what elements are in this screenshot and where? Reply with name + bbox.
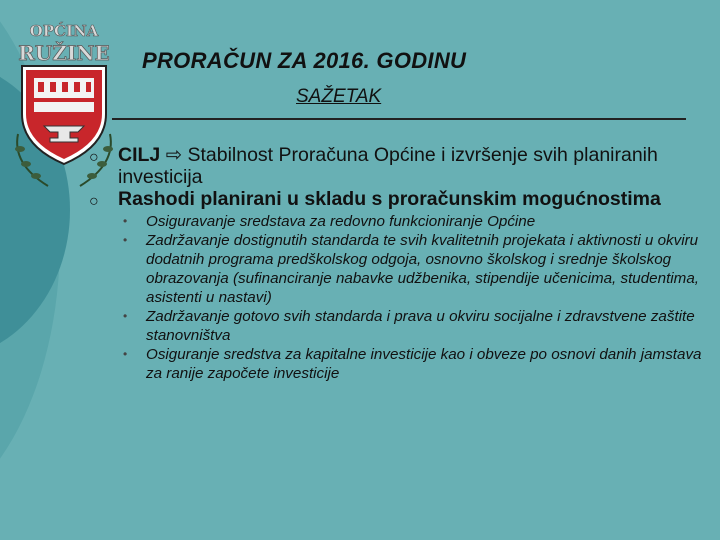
dot-bullet-icon: • bbox=[123, 233, 128, 247]
main-bullet-list bbox=[86, 144, 706, 383]
right-arrow-icon: ⇨ bbox=[165, 144, 183, 166]
crest-top-text: OPĆINA bbox=[29, 22, 99, 40]
sub-bullet bbox=[123, 212, 706, 231]
sub-bullet-text: Osiguravanje sredstava za redovno funkcioniranje Općine bbox=[146, 213, 536, 230]
circle-bullet-icon: ○ bbox=[89, 149, 99, 166]
circle-bullet-icon: ○ bbox=[89, 193, 99, 210]
slide-subtitle: SAŽETAK bbox=[296, 86, 382, 107]
crest-name-text: RUŽINE bbox=[18, 41, 110, 65]
sub-bullet bbox=[123, 231, 706, 307]
dot-bullet-icon: • bbox=[123, 347, 128, 361]
dot-bullet-icon: • bbox=[123, 214, 128, 228]
expenditure-bullet bbox=[86, 188, 706, 210]
goal-prefix: CILJ bbox=[118, 144, 161, 166]
goal-bullet bbox=[86, 144, 706, 188]
goal-text: Stabilnost Proračuna Općine i izvršenje svih planiranih investicija bbox=[118, 144, 658, 188]
title-divider bbox=[112, 118, 686, 120]
dot-bullet-icon: • bbox=[123, 309, 128, 323]
sub-bullet-text: Zadržavanje dostignutih standarda te svih kvalitetnih projekata i aktivnosti u okviru dodatnih programa predškolskog odgoja, osnovno školskog i srednje školskog obrazovanja (sufinanciranje nabavke udžbenika, stipendije učenicima, studentima, asistenti u nastavi) bbox=[146, 232, 699, 306]
sub-bullet bbox=[123, 307, 706, 345]
sub-bullet bbox=[123, 345, 706, 383]
sub-bullet-text: Osiguranje sredstva za kapitalne investicije kao i obveze po osnovi danih jamstava za ranije započete investicije bbox=[146, 346, 702, 382]
slide-title: PRORAČUN ZA 2016. GODINU bbox=[142, 48, 467, 73]
sub-bullet-list bbox=[86, 212, 706, 383]
sub-bullet-text: Zadržavanje gotovo svih standarda i prava u okviru socijalne i zdravstvene zaštite stanovništva bbox=[146, 308, 695, 344]
expenditure-text: Rashodi planirani u skladu s proračunskim mogućnostima bbox=[118, 188, 661, 210]
